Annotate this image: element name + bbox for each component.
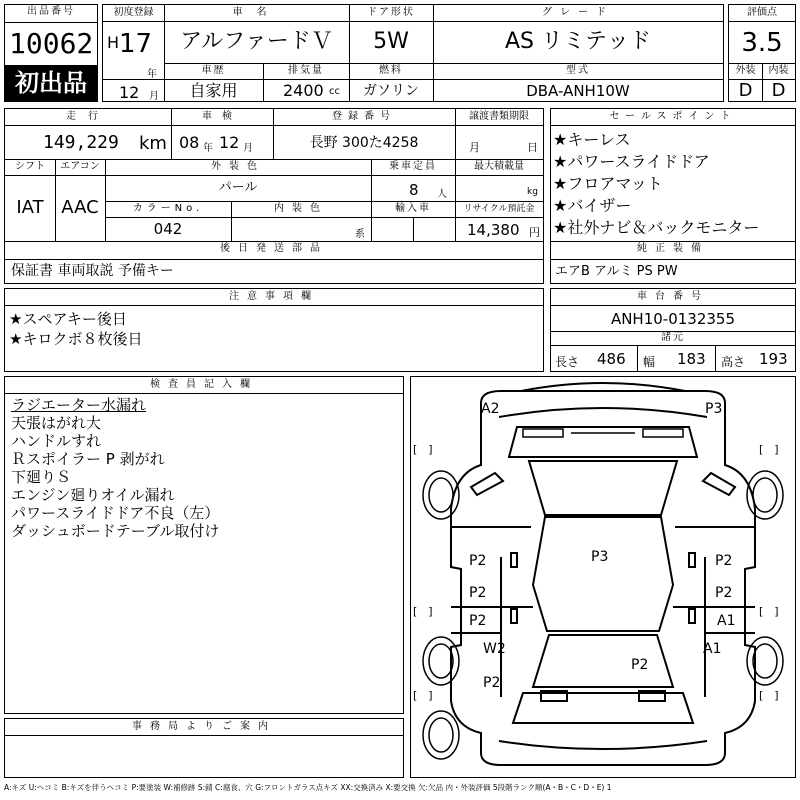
first-listing-label: 初出品	[15, 69, 87, 97]
color-label: 外装色	[211, 161, 265, 172]
tire-bracket: [ ]	[413, 689, 433, 702]
lot-number: 10062	[9, 27, 94, 60]
first-reg-year: 17	[119, 29, 153, 59]
inspector-line: パワースライドドア不良（左）	[11, 504, 220, 522]
inspector-line: 天張はがれ大	[11, 414, 102, 432]
reg-no-label: 登録番号	[332, 111, 396, 122]
capacity-unit: 人	[437, 189, 447, 200]
inspection-year-unit: 年	[203, 143, 213, 154]
length: 486	[597, 350, 626, 368]
displacement-unit: cc	[329, 86, 340, 97]
load-unit: kg	[527, 187, 538, 197]
inspector-line: エンジン廻りオイル漏れ	[11, 486, 175, 504]
damage-mark: P2	[715, 553, 733, 569]
chassis-number: ANH10-0132355	[610, 310, 736, 328]
damage-mark: A2	[481, 401, 500, 417]
registration-number: 長野 300た4258	[309, 135, 419, 151]
capacity-label: 乗車定員	[389, 161, 437, 172]
history-label: 車歴	[201, 65, 226, 76]
grade: AS リミテッド	[504, 29, 651, 54]
selling-point: ★フロアマット	[553, 174, 663, 193]
selling-point: ★パワースライドドア	[553, 152, 710, 171]
model-name: アルファードＶ	[180, 29, 333, 54]
damage-mark: P3	[591, 549, 609, 565]
length-label: 長さ	[555, 355, 580, 369]
month-unit: 月	[149, 91, 159, 102]
genuine-equipment-label: 純正装備	[637, 243, 709, 254]
damage-mark: A1	[717, 613, 736, 629]
notes-label: 注意事項欄	[229, 291, 319, 302]
grade-label: グレード	[542, 7, 614, 18]
color-number: 042	[153, 220, 183, 238]
transfer-label: 譲渡書類期限	[469, 111, 529, 122]
fuel: ガソリン	[363, 83, 419, 99]
chassis-label: 車台番号	[637, 291, 709, 302]
inspector-line: ハンドルすれ	[11, 432, 102, 450]
model-label: 車名	[232, 7, 281, 18]
ac-label: エアコン	[60, 161, 100, 172]
shift-label: シフト	[15, 161, 45, 172]
selling-points-box	[550, 108, 796, 284]
transfer-month-unit: 月	[469, 141, 480, 154]
type-label: 型式	[566, 65, 590, 76]
interior-grade: D	[771, 80, 786, 101]
tire-bracket: [ ]	[759, 443, 779, 456]
score-box	[728, 4, 796, 102]
displacement: 2400	[283, 81, 324, 100]
damage-mark: P2	[483, 675, 501, 691]
mileage-unit: km	[139, 133, 167, 154]
history: 自家用	[189, 81, 238, 100]
fuel-label: 燃料	[379, 65, 403, 76]
damage-mark: A1	[703, 641, 722, 657]
selling-point: ★社外ナビ＆バックモニター	[553, 218, 760, 237]
note-item: ★キロクボ８枚後日	[9, 330, 143, 348]
load-label: 最大積載量	[474, 161, 524, 172]
note-item: ★スペアキー後日	[9, 310, 127, 328]
height-label: 高さ	[721, 355, 746, 369]
selling-point: ★キーレス	[553, 130, 631, 149]
damage-mark: P2	[631, 657, 649, 673]
mileage-label: 走行	[66, 111, 110, 122]
damage-mark: P2	[469, 613, 487, 629]
legend: A:キズ U:ヘコミ B:キズを伴うヘコミ P:要塗装 W:補修跡 S:錆 C:腐食、穴 G:フロントガラス点キズ XX:交換済み X:要交換 欠:欠品 内・外装評価 5段階ランク順(A・B・C・D・E) 1	[4, 783, 612, 792]
interior-color-unit: 系	[355, 229, 365, 240]
inspector-line: ラジエーター水漏れ	[11, 396, 147, 414]
details-box	[4, 108, 544, 284]
width: 183	[677, 350, 706, 368]
shift: IAT	[16, 197, 44, 218]
interior-label: 内装	[768, 65, 789, 76]
genuine-equipment: エアB アルミ PS PW	[555, 264, 678, 279]
capacity: 8	[409, 181, 419, 199]
score: 3.5	[741, 28, 783, 58]
interior-color-label: 内装色	[274, 203, 328, 214]
inspector-line: Ｒスポイラー P 剥がれ	[11, 450, 165, 468]
exterior-label: 外装	[735, 65, 756, 76]
later-parts-label: 後日発送部品	[220, 243, 328, 254]
later-parts: 保証書 車両取説 予備キー	[11, 263, 174, 279]
displacement-label: 排気量	[288, 65, 324, 76]
import-label: 輸入車	[395, 203, 431, 214]
first-listing-badge	[5, 65, 97, 101]
inspection-year: 08	[179, 133, 200, 152]
width-label: 幅	[643, 355, 656, 369]
score-label: 評価点	[747, 7, 777, 18]
transfer-day-unit: 日	[527, 141, 538, 154]
inspector-line: 下廻りＳ	[11, 468, 72, 486]
selling-points-label: セールスポイント	[609, 111, 737, 122]
car-outline	[411, 377, 795, 777]
tire-bracket: [ ]	[413, 605, 433, 618]
door-type: 5W	[373, 29, 409, 54]
mileage: 149,229	[43, 132, 119, 153]
year-unit: 年	[147, 69, 157, 80]
inspection-month-unit: 月	[243, 143, 253, 154]
damage-mark: P2	[715, 585, 733, 601]
inspector-label: 検査員記入欄	[150, 379, 258, 390]
main-header-box	[102, 4, 724, 102]
lot-number-box	[4, 4, 98, 102]
inspection-month: 12	[219, 133, 240, 152]
recycle-fee: 14,380	[467, 221, 520, 239]
damage-mark: P3	[705, 401, 723, 417]
inspector-line: ダッシュボードテーブル取付け	[11, 522, 220, 540]
exterior-grade: D	[738, 80, 753, 101]
recycle-unit: 円	[529, 226, 540, 239]
tire-bracket: [ ]	[759, 605, 779, 618]
tire-bracket: [ ]	[759, 689, 779, 702]
damage-mark: P2	[469, 585, 487, 601]
first-reg-month: 12	[119, 83, 140, 102]
dims-label: 諸元	[661, 332, 685, 343]
color-no-label: カラーNo.	[132, 203, 204, 214]
lot-number-label: 出品番号	[27, 6, 75, 17]
door-label: ドア形状	[367, 7, 415, 18]
notes-box	[4, 288, 544, 372]
vehicle-type: DBA-ANH10W	[526, 82, 630, 100]
exterior-color: パール	[218, 180, 258, 195]
damage-mark: W2	[483, 641, 506, 657]
recycle-label: リサイクル預託金	[463, 204, 535, 214]
tire-bracket: [ ]	[413, 443, 433, 456]
damage-diagram	[410, 376, 796, 778]
inspection-label: 車検	[202, 111, 242, 122]
office-box	[4, 718, 404, 778]
air-conditioner: AAC	[61, 197, 99, 218]
height: 193	[759, 350, 788, 368]
damage-mark: P2	[469, 553, 487, 569]
office-label: 事務局よりご案内	[132, 721, 276, 732]
first-reg-label: 初度登録	[113, 7, 154, 18]
selling-point: ★バイザー	[553, 196, 632, 215]
era: H	[107, 33, 120, 52]
chassis-box	[550, 288, 796, 372]
inspector-box	[4, 376, 404, 714]
